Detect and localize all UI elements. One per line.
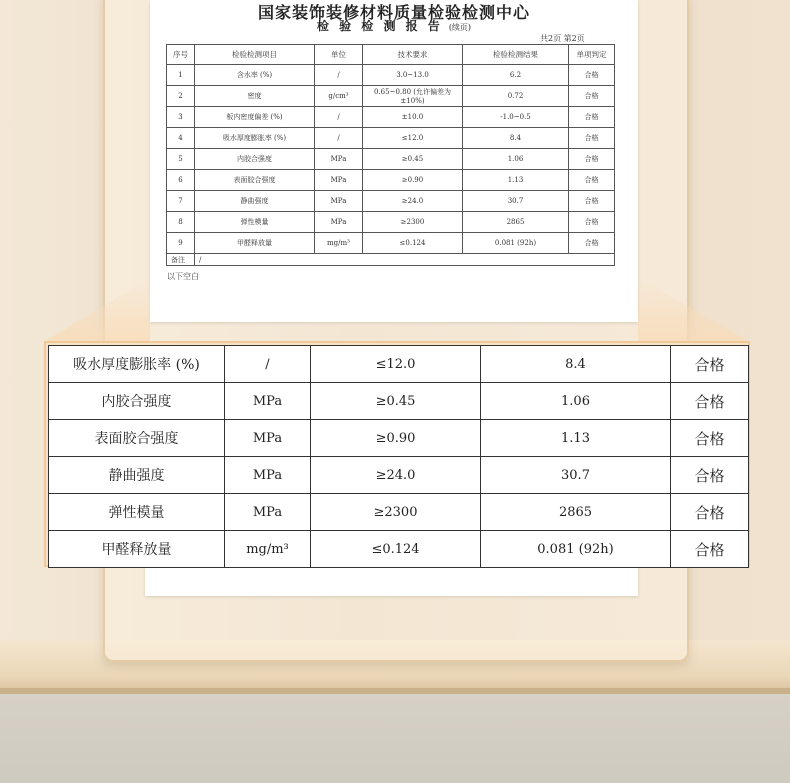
zoomed-judgement: 合格 — [671, 494, 749, 531]
row-judgement: 合格 — [569, 233, 615, 254]
zoomed-requirement: ≥2300 — [311, 494, 481, 531]
zoomed-table — [48, 345, 749, 568]
row-result: 2865 — [463, 212, 569, 233]
row-unit: MPa — [315, 149, 363, 170]
row-item: 静曲强度 — [195, 191, 315, 212]
zoomed-row — [49, 457, 749, 494]
row-item: 内胶合强度 — [195, 149, 315, 170]
row-item: 表面胶合强度 — [195, 170, 315, 191]
table-row — [167, 107, 615, 128]
row-unit: mg/m³ — [315, 233, 363, 254]
zoomed-unit: MPa — [225, 494, 311, 531]
row-judgement: 合格 — [569, 128, 615, 149]
zoomed-unit: MPa — [225, 383, 311, 420]
center-title: 国家装饰装修材料质量检验检测中心 — [257, 3, 530, 22]
zoomed-result: 2865 — [481, 494, 671, 531]
row-number: 7 — [167, 191, 195, 212]
zoomed-requirement: ≤12.0 — [311, 346, 481, 383]
row-judgement: 合格 — [569, 86, 615, 107]
zoomed-requirement: ≥0.90 — [311, 420, 481, 457]
row-judgement: 合格 — [569, 65, 615, 86]
table-row — [167, 233, 615, 254]
row-unit: MPa — [315, 191, 363, 212]
row-judgement: 合格 — [569, 170, 615, 191]
zoomed-unit: mg/m³ — [225, 531, 311, 568]
zoomed-judgement: 合格 — [671, 457, 749, 494]
zoomed-row — [49, 420, 749, 457]
zoomed-judgement: 合格 — [671, 383, 749, 420]
zoomed-row — [49, 383, 749, 420]
zoomed-item: 表面胶合强度 — [49, 420, 225, 457]
zoomed-unit: / — [225, 346, 311, 383]
blank-note: 以下空白 — [167, 272, 199, 281]
row-unit: MPa — [315, 212, 363, 233]
remark-value: / — [195, 254, 615, 266]
zoomed-row — [49, 494, 749, 531]
row-item: 弹性模量 — [195, 212, 315, 233]
zoomed-result: 8.4 — [481, 346, 671, 383]
remark-label: 备注 — [167, 254, 195, 266]
row-judgement: 合格 — [569, 212, 615, 233]
row-number: 6 — [167, 170, 195, 191]
table-header-row — [167, 45, 615, 65]
row-result: 0.081 (92h) — [463, 233, 569, 254]
zoomed-item: 内胶合强度 — [49, 383, 225, 420]
header-judgement: 单项判定 — [569, 45, 615, 65]
row-number: 1 — [167, 65, 195, 86]
row-judgement: 合格 — [569, 107, 615, 128]
row-item: 密度 — [195, 86, 315, 107]
row-requirement: ≤12.0 — [363, 128, 463, 149]
table-row — [167, 170, 615, 191]
table-row — [167, 65, 615, 86]
row-number: 8 — [167, 212, 195, 233]
row-number: 9 — [167, 233, 195, 254]
row-unit: / — [315, 65, 363, 86]
zoomed-item: 吸水厚度膨胀率 (%) — [49, 346, 225, 383]
row-judgement: 合格 — [569, 149, 615, 170]
zoomed-result: 1.06 — [481, 383, 671, 420]
table-row — [167, 212, 615, 233]
continued-mark: (续页) — [448, 23, 472, 32]
zoomed-judgement: 合格 — [671, 531, 749, 568]
row-requirement: ≥0.90 — [363, 170, 463, 191]
table-row — [167, 149, 615, 170]
row-result: -1.0~0.5 — [463, 107, 569, 128]
zoomed-result: 0.081 (92h) — [481, 531, 671, 568]
floor — [0, 694, 790, 783]
zoomed-row — [49, 531, 749, 568]
zoomed-requirement: ≤0.124 — [311, 531, 481, 568]
row-number: 5 — [167, 149, 195, 170]
zoomed-result: 30.7 — [481, 457, 671, 494]
header-requirement: 技术要求 — [363, 45, 463, 65]
row-unit: / — [315, 107, 363, 128]
row-result: 1.13 — [463, 170, 569, 191]
row-requirement: ≥24.0 — [363, 191, 463, 212]
zoomed-requirement: ≥0.45 — [311, 383, 481, 420]
row-result: 8.4 — [463, 128, 569, 149]
zoomed-result: 1.13 — [481, 420, 671, 457]
zoomed-item: 甲醛释放量 — [49, 531, 225, 568]
header-result: 检验检测结果 — [463, 45, 569, 65]
header-item: 检验检测项目 — [195, 45, 315, 65]
report-subtitle: 检 验 检 测 报 告 (续页) — [316, 19, 472, 33]
zoomed-unit: MPa — [225, 457, 311, 494]
row-item: 板内密度偏差 (%) — [195, 107, 315, 128]
zoomed-judgement: 合格 — [671, 420, 749, 457]
row-item: 含水率 (%) — [195, 65, 315, 86]
row-requirement: 0.65~0.80 (允许偏差为±10%) — [363, 86, 463, 107]
zoomed-item: 弹性模量 — [49, 494, 225, 531]
header-no: 序号 — [167, 45, 195, 65]
row-result: 1.06 — [463, 149, 569, 170]
zoomed-row — [49, 346, 749, 383]
row-number: 4 — [167, 128, 195, 149]
row-unit: g/cm³ — [315, 86, 363, 107]
table-row — [167, 128, 615, 149]
zoomed-requirement: ≥24.0 — [311, 457, 481, 494]
row-item: 甲醛释放量 — [195, 233, 315, 254]
row-requirement: ≤0.124 — [363, 233, 463, 254]
row-result: 6.2 — [463, 65, 569, 86]
row-number: 2 — [167, 86, 195, 107]
zoomed-judgement: 合格 — [671, 346, 749, 383]
zoomed-item: 静曲强度 — [49, 457, 225, 494]
row-result: 0.72 — [463, 86, 569, 107]
row-number: 3 — [167, 107, 195, 128]
zoomed-unit: MPa — [225, 420, 311, 457]
table-row — [167, 191, 615, 212]
header-unit: 单位 — [315, 45, 363, 65]
row-requirement: ≥0.45 — [363, 149, 463, 170]
row-requirement: 3.0~13.0 — [363, 65, 463, 86]
row-requirement: ±10.0 — [363, 107, 463, 128]
page-info: 共2页 第2页 — [540, 34, 585, 43]
row-unit: MPa — [315, 170, 363, 191]
row-result: 30.7 — [463, 191, 569, 212]
row-judgement: 合格 — [569, 191, 615, 212]
row-item: 吸水厚度膨胀率 (%) — [195, 128, 315, 149]
row-unit: / — [315, 128, 363, 149]
table-row — [167, 86, 615, 107]
remark-row — [167, 254, 615, 266]
row-requirement: ≥2300 — [363, 212, 463, 233]
report-table — [166, 44, 615, 266]
